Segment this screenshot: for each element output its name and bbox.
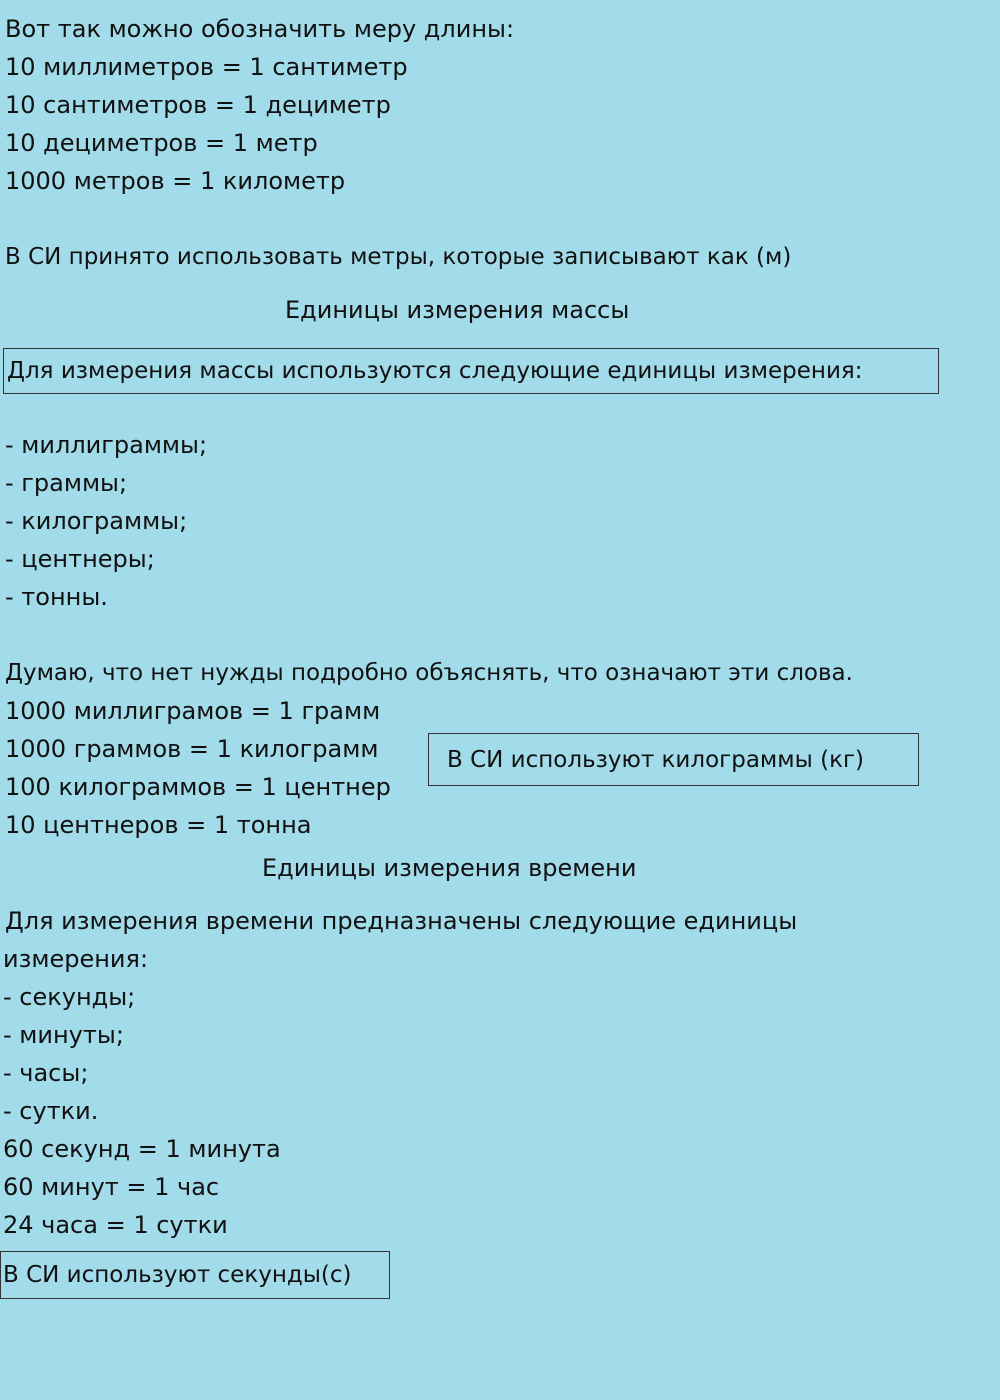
length-intro: Вот так можно обозначить меру длины: bbox=[5, 15, 515, 43]
time-unit-item: - часы; bbox=[3, 1059, 89, 1087]
mass-intro-box bbox=[3, 348, 939, 394]
time-conversion: 60 минут = 1 час bbox=[3, 1173, 220, 1201]
time-conversion: 24 часа = 1 сутки bbox=[3, 1211, 228, 1239]
time-intro-line: измерения: bbox=[3, 945, 149, 973]
mass-comment: Думаю, что нет нужды подробно объяснять, что означают эти слова. bbox=[5, 660, 853, 686]
time-si-box bbox=[0, 1251, 390, 1299]
time-unit-item: - сутки. bbox=[3, 1097, 99, 1125]
mass-conversion: 1000 граммов = 1 килограмм bbox=[5, 735, 379, 763]
mass-heading: Единицы измерения массы bbox=[285, 296, 630, 324]
mass-conversion: 100 килограммов = 1 центнер bbox=[5, 773, 391, 801]
length-si-note: В СИ принято использовать метры, которые записывают как (м) bbox=[5, 244, 792, 270]
time-si-text: В СИ используют секунды(с) bbox=[3, 1262, 352, 1288]
mass-si-box bbox=[428, 733, 919, 786]
time-conversion: 60 секунд = 1 минута bbox=[3, 1135, 281, 1163]
mass-unit-item: - килограммы; bbox=[5, 507, 188, 535]
mass-unit-item: - центнеры; bbox=[5, 545, 155, 573]
mass-conversion: 1000 миллиграмов = 1 грамм bbox=[5, 697, 381, 725]
mass-unit-item: - граммы; bbox=[5, 469, 128, 497]
time-heading: Единицы измерения времени bbox=[262, 854, 637, 882]
mass-unit-item: - тонны. bbox=[5, 583, 108, 611]
length-line: 1000 метров = 1 километр bbox=[5, 167, 346, 195]
time-unit-item: - минуты; bbox=[3, 1021, 124, 1049]
mass-intro-text: Для измерения массы используются следующие единицы измерения: bbox=[7, 358, 863, 384]
time-unit-item: - секунды; bbox=[3, 983, 136, 1011]
mass-si-text: В СИ используют килограммы (кг) bbox=[447, 746, 865, 773]
length-line: 10 сантиметров = 1 дециметр bbox=[5, 91, 391, 119]
length-line: 10 миллиметров = 1 сантиметр bbox=[5, 53, 408, 81]
length-line: 10 дециметров = 1 метр bbox=[5, 129, 318, 157]
mass-unit-item: - миллиграммы; bbox=[5, 431, 208, 459]
time-intro-line: Для измерения времени предназначены следующие единицы bbox=[5, 907, 798, 935]
mass-conversion: 10 центнеров = 1 тонна bbox=[5, 811, 312, 839]
